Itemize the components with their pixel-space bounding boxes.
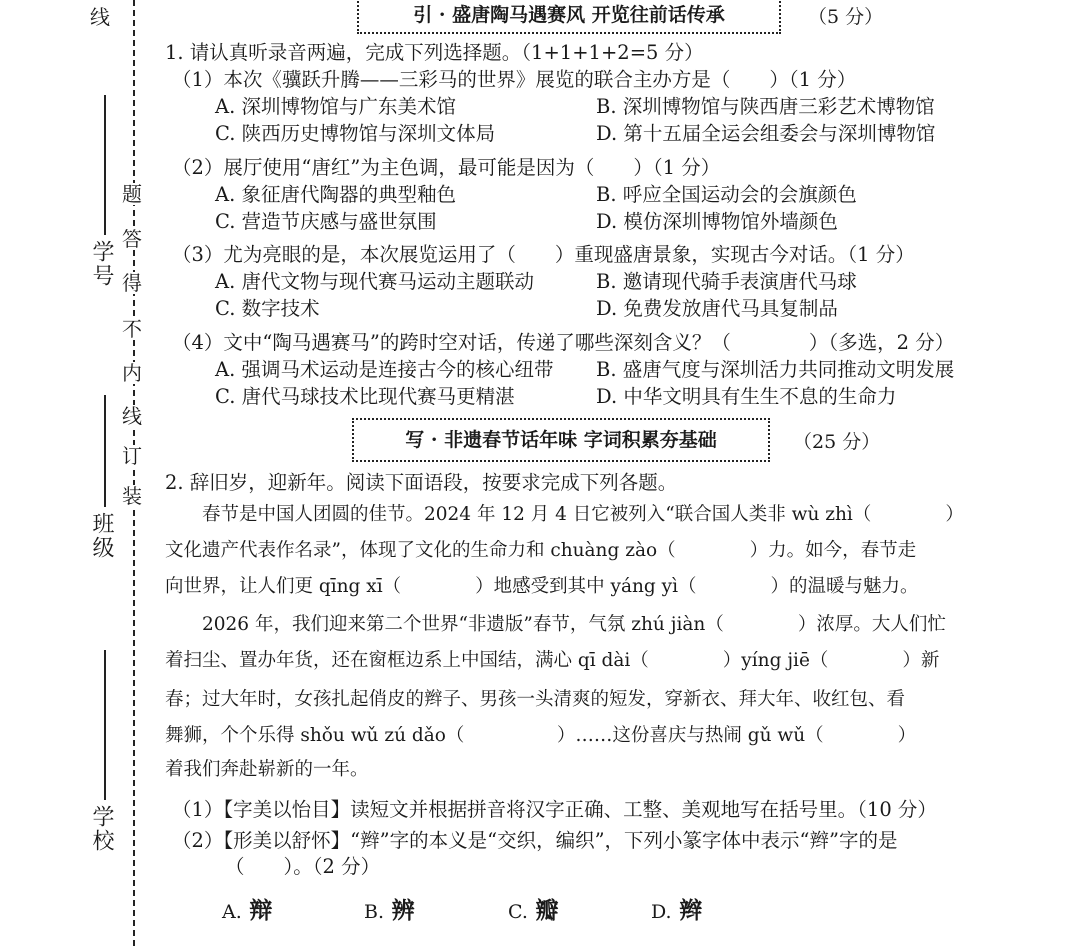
q2-sub2-line1: （2）【形美以舒怀】“辫”字的本义是“交织，编织”，下列小篆字体中表示“辫”字的是 [172,829,898,852]
q2-option-b-letter: B. [364,901,385,923]
q2-option-a-seal-glyph: 辩 [249,897,273,924]
seal-char-5: 不 [122,317,142,341]
q2-option-b-seal-glyph: 辨 [391,897,415,924]
q2-passage-line-6: 春；过大年时，女孩扎起俏皮的辫子、男孩一头清爽的短发，穿新衣、拜大年、收红包、看 [165,689,906,710]
seal-char-6: 得 [122,271,142,295]
q1-3-opt-b[interactable]: B. 邀请现代骑手表演唐代马球 [596,270,857,293]
q1-1-opt-d[interactable]: D. 第十五届全运会组委会与深圳博物馆 [596,122,936,145]
q1-3-stem: （3）尤为亮眼的是，本次展览运用了（ ）重现盛唐景象，实现古今对话。（1 分） [172,243,915,266]
q2-option-d[interactable] [651,892,705,925]
seal-char-4: 内 [122,361,142,385]
student-no-label: 学号 [89,240,114,288]
q1-3-opt-c[interactable]: C. 数字技术 [215,297,320,320]
q1-1-opt-a[interactable]: A. 深圳博物馆与广东美术馆 [215,95,456,118]
seal-char-2: 订 [122,444,142,468]
top-banner: 引 · 盛唐陶马遇赛风 开览往前话传承 [357,0,781,34]
q2-passage-line-5: 着扫尘、置办年货，还在窗框边系上中国结，满心 qī dài（ ）yíng jiē（ ）新 [165,650,940,671]
q2-passage-line-2: 文化遗产代表作名录”，体现了文化的生命力和 chuàng zào（ ）力。如今，春节走 [165,540,917,561]
school-label: 学校 [89,805,114,853]
q1-4-opt-b[interactable]: B. 盛唐气度与深圳活力共同推动文明发展 [596,358,955,381]
section2-banner: 写 · 非遗春节话年味 字词积累夯基础 [352,418,770,462]
q2-option-a-letter: A. [222,901,242,923]
q1-2-stem: （2）展厅使用“唐红”为主色调，最可能是因为（ ）（1 分） [172,156,721,179]
q2-option-c-seal-glyph: 瓣 [535,897,559,924]
q1-2-opt-a[interactable]: A. 象征唐代陶器的典型釉色 [215,183,456,206]
section2-score: （25 分） [793,431,881,453]
q2-option-a[interactable] [222,892,275,925]
q1-stem: 1. 请认真听录音两遍，完成下列选择题。（1+1+1+2=5 分） [165,41,704,64]
q2-option-d-seal-glyph: 辫 [679,897,703,924]
seal-char-3: 线 [122,404,142,428]
margin-top-char: 线 [90,5,110,29]
q2-passage-line-3: 向世界，让人们更 qīng xī（ ）地感受到其中 yáng yì（ ）的温暖与魅力。 [165,576,919,597]
top-banner-score: （5 分） [808,6,884,28]
q2-stem: 2. 辞旧岁，迎新年。阅读下面语段，按要求完成下列各题。 [165,471,678,494]
q1-4-opt-d[interactable]: D. 中华文明具有生生不息的生命力 [596,385,897,408]
seal-char-1: 装 [122,484,142,508]
student-no-line [104,95,106,235]
q1-1-stem: （1）本次《骥跃升腾——三彩马的世界》展览的联合主办方是（ ）（1 分） [172,68,857,91]
q1-4-stem: （4）文中“陶马遇赛马”的跨时空对话，传递了哪些深刻含义？（ ）（多选，2 分） [172,331,955,354]
q1-1-opt-b[interactable]: B. 深圳博物馆与陕西唐三彩艺术博物馆 [596,95,935,118]
q2-passage-line-8: 着我们奔赴崭新的一年。 [165,759,369,780]
q1-2-opt-d[interactable]: D. 模仿深圳博物馆外墙颜色 [596,210,838,233]
q2-passage-line-1: 春节是中国人团圆的佳节。2024 年 12 月 4 日它被列入“联合国人类非 wù zhì（ ） [165,504,964,525]
q2-sub1: （1）【字美以怡目】读短文并根据拼音将汉字正确、工整、美观地写在括号里。（10 分） [172,798,937,821]
q2-passage-line-7: 舞狮，个个乐得 shǒu wǔ zú dǎo（ ）……这份喜庆与热闹 gǔ wǔ（ ） [165,725,917,746]
seal-char-7: 答 [122,227,142,251]
binding-dashed-line [133,0,135,946]
q2-option-c-letter: C. [508,901,528,923]
class-label: 班级 [89,512,114,560]
q1-4-opt-c[interactable]: C. 唐代马球技术比现代赛马更精湛 [215,385,515,408]
q1-3-opt-a[interactable]: A. 唐代文物与现代赛马运动主题联动 [215,270,534,293]
q2-option-b[interactable] [364,892,417,925]
q1-4-opt-a[interactable]: A. 强调马术运动是连接古今的核心纽带 [215,358,554,381]
q1-3-opt-d[interactable]: D. 免费发放唐代马具复制品 [596,297,838,320]
q1-2-opt-c[interactable]: C. 营造节庆感与盛世氛围 [215,210,437,233]
seal-char-8: 题 [122,182,142,206]
q2-option-c[interactable] [508,892,561,925]
class-line [104,395,106,507]
q2-passage-line-4: 2026 年，我们迎来第二个世界“非遗版”春节，气氛 zhú jiàn（ ）浓厚。大人们忙 [165,614,946,635]
school-line [104,650,106,800]
q2-sub2-line2: （ ）。（2 分） [225,855,381,878]
q2-option-d-letter: D. [651,901,672,923]
q1-2-opt-b[interactable]: B. 呼应全国运动会的会旗颜色 [596,183,857,206]
q1-1-opt-c[interactable]: C. 陕西历史博物馆与深圳文体局 [215,122,496,145]
